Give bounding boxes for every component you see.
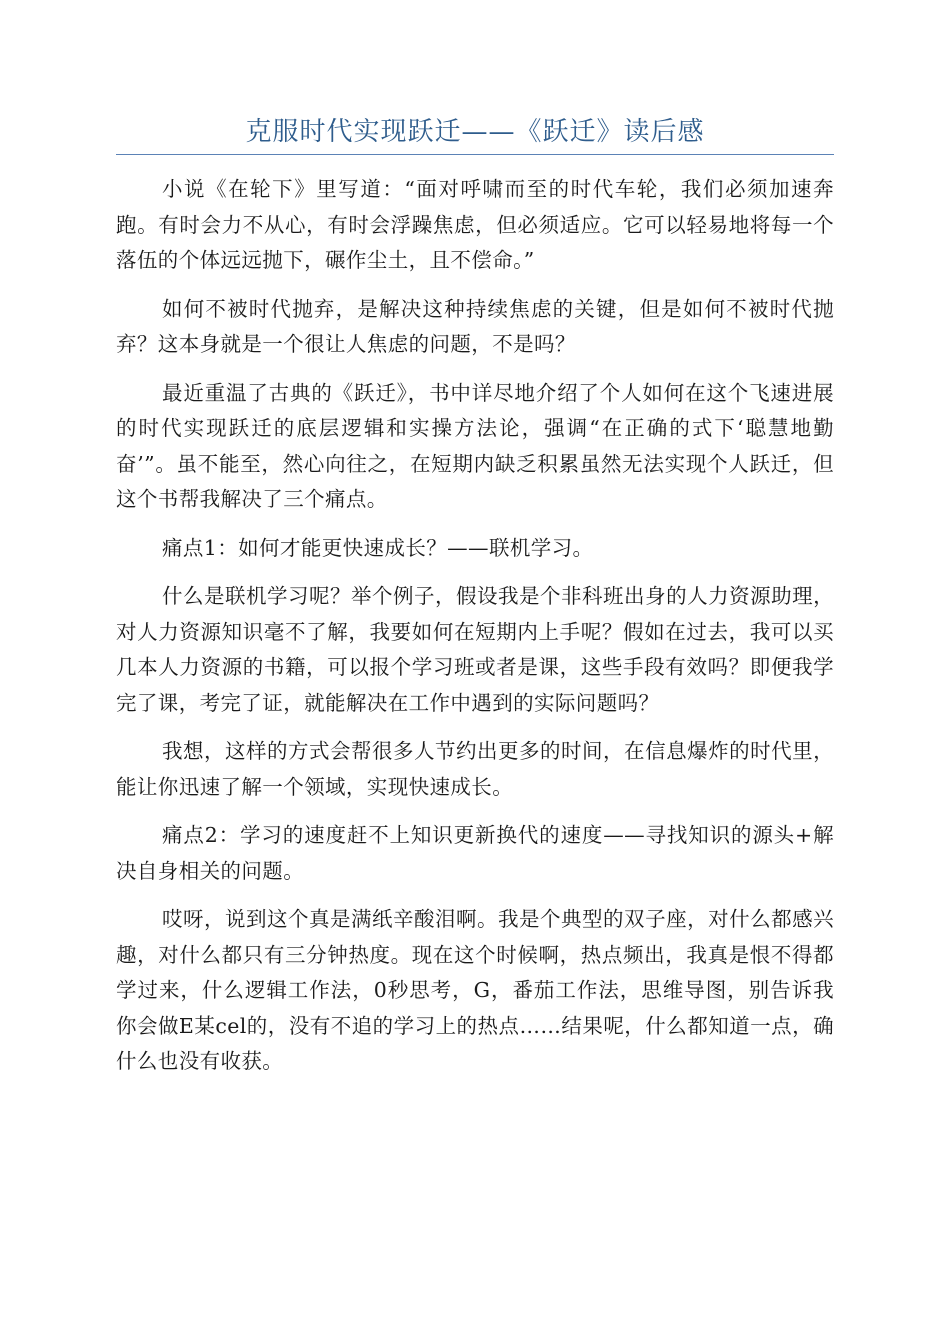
paragraph-reflection: 我想，这样的方式会帮很多人节约出更多的时间，在信息爆炸的时代里，能让你迅速了解一个领域，实现快速成长。 bbox=[116, 739, 834, 799]
paragraph-online-learning: 什么是联机学习呢？举个例子，假设我是个非科班出身的人力资源助理，对人力资源知识毫不了解，我要如何在短期内上手呢？假如在过去，我可以买几本人力资源的书籍，可以报个学习班或者是课，这些手段有效吗？即便我学完了课，考完了证，就能解决在工作中遇到的实际问题吗？ bbox=[116, 584, 834, 715]
document-body bbox=[116, 172, 834, 1093]
document-title: 克服时代实现跃迁——《跃迁》读后感 bbox=[245, 117, 705, 147]
paragraph-quote: 小说《在轮下》里写道：“面对呼啸而至的时代车轮，我们必须加速奔跑。有时会力不从心，有时会浮躁焦虑，但必须适应。它可以轻易地将每一个落伍的个体远远抛下，碾作尘土，且不偿命。” bbox=[116, 177, 834, 272]
paragraph-pain-point-1: 痛点1：如何才能更快速成长？——联机学习。 bbox=[162, 535, 594, 560]
title-underline bbox=[116, 154, 834, 155]
paragraph-question: 如何不被时代抛弃，是解决这种持续焦虑的关键，但是如何不被时代抛弃？这本身就是一个很让人焦虑的问题，不是吗？ bbox=[116, 296, 834, 356]
paragraph-personal-story: 哎呀，说到这个真是满纸辛酸泪啊。我是个典型的双子座，对什么都感兴趣，对什么都只有三分钟热度。现在这个时候啊，热点频出，我真是恨不得都学过来，什么逻辑工作法，0秒思考，G，番茄工作法，思维导图，别告诉我你会做E某cel的，没有不追的学习上的热点……结果呢，什么都知道一点，确什么也没有收获。 bbox=[116, 907, 834, 1073]
paragraph-book-intro: 最近重温了古典的《跃迁》，书中详尽地介绍了个人如何在这个飞速进展的时代实现跃迁的底层逻辑和实操方法论，强调“在正确的式下‘聪慧地勤奋’”。虽不能至，然心向往之，在短期内缺乏积累虽然无法实现个人跃迁，但这个书帮我解决了三个痛点。 bbox=[116, 380, 834, 511]
paragraph-pain-point-2: 痛点2：学习的速度赶不上知识更新换代的速度——寻找知识的源头+解决自身相关的问题。 bbox=[116, 823, 834, 883]
